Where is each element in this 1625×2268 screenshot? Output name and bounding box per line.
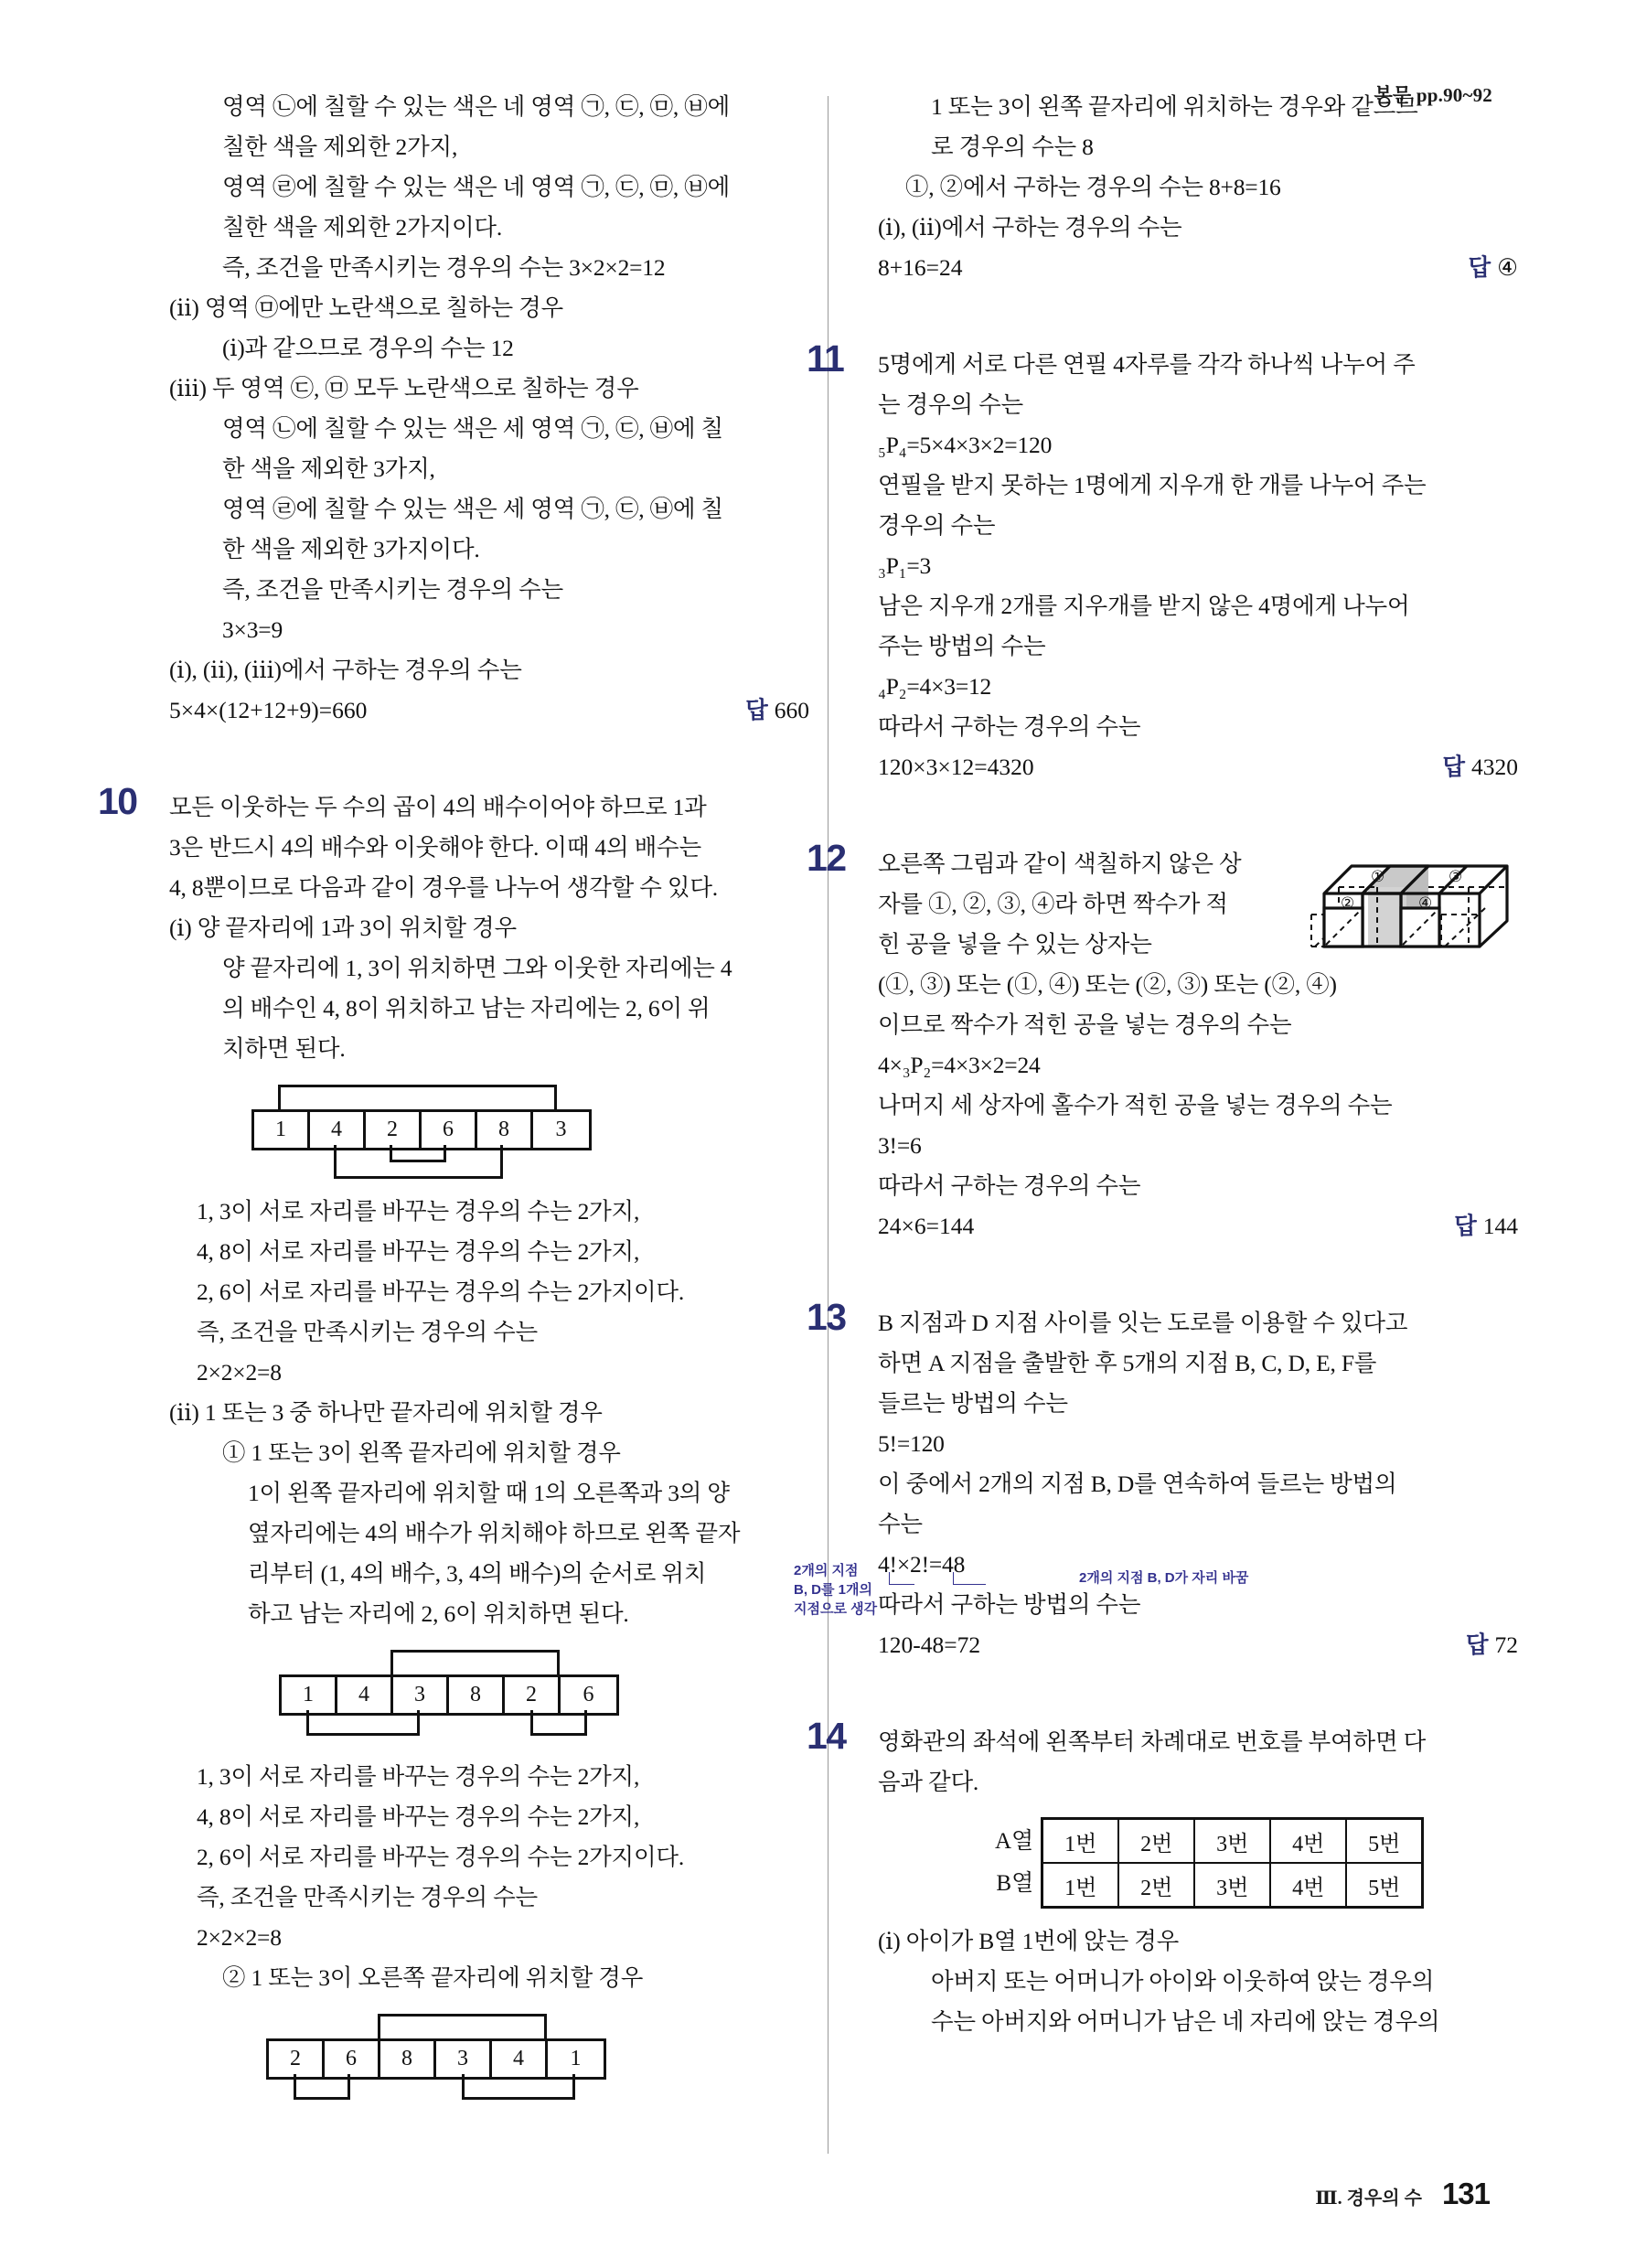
sequence-diagram-2 [169, 1642, 809, 1749]
sequence-cell: 1 [282, 1677, 337, 1713]
solution-line-text: 24×6=144 [878, 1213, 975, 1239]
leader-line-right [953, 1572, 986, 1585]
problem-number: 12 [807, 837, 846, 879]
solution-line: 오른쪽 그림과 같이 색칠하지 않은 상 [878, 850, 1242, 877]
table-row [1042, 1863, 1423, 1908]
solution-line: 1, 3이 서로 자리를 바꾸는 경우의 수는 2가지, [197, 1763, 640, 1790]
seat-cell: 4번 [1270, 1819, 1346, 1864]
solution-line: 5명에게 서로 다른 연필 4자루를 각각 하나씩 나누어 주 [878, 351, 1416, 378]
sequence-diagram-1 [169, 1076, 809, 1184]
bracket-bottom-2-6 [294, 2074, 350, 2100]
sequence-cell: 8 [380, 2041, 436, 2077]
footer-page-number: 131 [1441, 2177, 1490, 2210]
solution-line: 영역 ㉡에 칠할 수 있는 색은 네 영역 ㉠, ㉢, ㉤, ㉥에 [222, 93, 731, 120]
solution-line: 영역 ㉡에 칠할 수 있는 색은 세 영역 ㉠, ㉢, ㉥에 칠 [222, 415, 723, 442]
footer-chapter: Ⅲ. 경우의 수 [1315, 2188, 1422, 2209]
solution-line: 모든 이웃하는 두 수의 곱이 4의 배수이어야 하므로 1과 [169, 794, 707, 820]
box-grid-3d-figure [1289, 844, 1518, 957]
sequence-cell: 6 [583, 1683, 594, 1706]
solution-final-line [169, 690, 809, 731]
seat-row-labels [995, 1821, 1033, 1905]
sequence-cell: 6 [422, 1112, 477, 1148]
column-divider [828, 96, 829, 2154]
annotation-left: 2개의 지점 B, D를 1개의 지점으로 생각 [794, 1563, 878, 1617]
solution-line: 4×₃P₂=4×3×2=24 [878, 1052, 1041, 1078]
solution-line: 1이 왼쪽 끝자리에 위치할 때 1의 오른쪽과 3의 양 [248, 1480, 730, 1506]
solution-line: 즉, 조건을 만족시키는 경우의 수는 3×2×2=12 [222, 254, 666, 281]
seat-cell: 3번 [1194, 1819, 1270, 1864]
answer-value: 72 [1494, 1631, 1518, 1658]
solution-line: 1, 3이 서로 자리를 바꾸는 경우의 수는 2가지, [197, 1198, 640, 1225]
solution-line: 경우의 수는 [878, 512, 996, 539]
annotation-right: 2개의 지점 B, D가 자리 바꿈 [1079, 1570, 1249, 1586]
sequence-cell: 2 [366, 1112, 422, 1148]
solution-line-text: 5×4×(12+12+9)=660 [169, 697, 368, 723]
box-grid-3d-icon [1289, 844, 1518, 957]
seat-cell: 5번 [1346, 1863, 1423, 1908]
solution-line: 따라서 구하는 경우의 수는 [878, 713, 1141, 740]
solution-line: 칠한 색을 제외한 2가지이다. [222, 214, 503, 241]
solution-line: (ⅱ) 1 또는 3 중 하나만 끝자리에 위치할 경우 [169, 1399, 603, 1426]
right-column [794, 87, 1518, 2042]
solution-line: 아버지 또는 어머니가 아이와 이웃하여 앉는 경우의 [931, 1968, 1435, 1995]
seat-cell: 4번 [1270, 1863, 1346, 1908]
solution-line: 나머지 세 상자에 홀수가 적힌 공을 넣는 경우의 수는 [878, 1092, 1393, 1118]
problem-number: 13 [807, 1296, 846, 1338]
problem-number: 11 [807, 337, 844, 380]
sequence-cell: 8 [449, 1677, 505, 1713]
seat-table [1041, 1817, 1424, 1909]
sequence-cell: 1 [254, 1112, 310, 1148]
formula-line: 4!×2!=48 [878, 1551, 966, 1578]
table-row [1042, 1819, 1423, 1864]
sequence-cell: 8 [477, 1112, 533, 1148]
solution-line: (ⅰ), (ⅱ)에서 구하는 경우의 수는 [878, 214, 1182, 241]
solution-line: B 지점과 D 지점 사이를 잇는 도로를 이용할 수 있다고 [878, 1310, 1408, 1336]
answer-value: 660 [774, 697, 809, 723]
solution-line: 따라서 구하는 경우의 수는 [878, 1172, 1141, 1199]
solution-line: (ⅰ) 양 끝자리에 1과 3이 위치할 경우 [169, 915, 517, 941]
solution-line: 즉, 조건을 만족시키는 경우의 수는 [222, 576, 563, 603]
solution-line: (ⅲ) 두 영역 ㉢, ㉤ 모두 노란색으로 칠하는 경우 [169, 375, 639, 401]
solution-line: 주는 방법의 수는 [878, 633, 1046, 659]
seat-row-label-a: A열 [995, 1829, 1034, 1854]
solution-line: ① 1 또는 3이 왼쪽 끝자리에 위치할 경우 [222, 1439, 621, 1466]
solution-line: 양 끝자리에 1, 3이 위치하면 그와 이웃한 자리에는 4 [222, 955, 732, 981]
solution-line: (ⅱ) 영역 ㉤에만 노란색으로 칠하는 경우 [169, 294, 563, 321]
seat-table-figure [995, 1817, 1518, 1909]
answer-label: 답 [1468, 254, 1491, 281]
seat-cell: 1번 [1042, 1819, 1119, 1864]
box-label-4: ④ [1418, 894, 1433, 912]
solution-line: 음과 같다. [878, 1769, 979, 1795]
answer-value: 144 [1482, 1213, 1518, 1239]
problem-13 [794, 1296, 1518, 1665]
seat-row-label-b: B열 [996, 1871, 1034, 1896]
solution-line: 연필을 받지 못하는 1명에게 지우개 한 개를 나누어 주는 [878, 472, 1427, 498]
seat-cell: 3번 [1194, 1863, 1270, 1908]
solution-line: 즉, 조건을 만족시키는 경우의 수는 [197, 1884, 538, 1910]
sequence-cell: 1 [570, 2047, 582, 2070]
solution-line: 하면 A 지점을 출발한 후 5개의 지점 B, C, D, E, F를 [878, 1350, 1377, 1376]
solution-line: (ⅰ)과 같으므로 경우의 수는 12 [222, 335, 514, 361]
continued-solution-right [878, 87, 1518, 288]
solution-line: ₃P₁=3 [878, 552, 932, 579]
solution-line: 수는 아버지와 어머니가 남은 네 자리에 앉는 경우의 [931, 2008, 1440, 2035]
sequence-cell: 3 [555, 1118, 567, 1141]
solution-line: 5!=120 [878, 1430, 945, 1457]
answer-badge [745, 690, 809, 731]
solution-line: ② 1 또는 3이 오른쪽 끝자리에 위치할 경우 [222, 1964, 644, 1991]
problem-11 [807, 337, 1518, 787]
answer-badge [1442, 747, 1518, 787]
solution-line: 2, 6이 서로 자리를 바꾸는 경우의 수는 2가지이다. [197, 1844, 685, 1870]
answer-value: ④ [1497, 254, 1518, 281]
solution-line: 영화관의 좌석에 왼쪽부터 차례대로 번호를 부여하면 다 [878, 1728, 1427, 1755]
sequence-cell: 6 [325, 2041, 380, 2077]
box-label-2: ② [1341, 894, 1355, 912]
bracket-bottom-3-1 [462, 2074, 575, 2100]
problem-12 [807, 837, 1518, 1246]
seat-cell: 2번 [1118, 1863, 1194, 1908]
problem-number: 10 [98, 780, 137, 822]
running-head: 본문 pp.90~92 [1374, 84, 1492, 106]
problem-14 [807, 1715, 1518, 2042]
answer-value: 4320 [1471, 754, 1518, 780]
sequence-cell: 4 [492, 2041, 548, 2077]
solution-line-text: 120-48=72 [878, 1631, 981, 1658]
solution-line: 영역 ㉣에 칠할 수 있는 색은 세 영역 ㉠, ㉢, ㉥에 칠 [222, 496, 723, 522]
solution-line: 2×2×2=8 [197, 1359, 282, 1385]
answer-badge [1466, 1625, 1518, 1665]
answer-label: 답 [1454, 1213, 1477, 1239]
solution-line: 2×2×2=8 [197, 1924, 282, 1951]
bracket-bottom-4-8 [334, 1145, 503, 1179]
seat-cell: 2번 [1118, 1819, 1194, 1864]
solution-line: 즉, 조건을 만족시키는 경우의 수는 [197, 1319, 538, 1345]
sequence-cell: 4 [310, 1112, 366, 1148]
solution-line: 3은 반드시 4의 배수와 이웃해야 한다. 이때 4의 배수는 [169, 834, 701, 861]
answer-badge [1468, 248, 1518, 288]
solution-line: 한 색을 제외한 3가지, [222, 455, 435, 482]
bracket-top-1-3 [278, 1085, 557, 1109]
solution-line: ₅P₄=5×4×3×2=120 [878, 432, 1053, 458]
sequence-cell: 2 [269, 2041, 325, 2077]
box-label-3: ③ [1449, 868, 1463, 885]
solution-line: ₄P₂=4×3=12 [878, 673, 992, 700]
solution-line: (ⅰ), (ⅱ), (ⅲ)에서 구하는 경우의 수는 [169, 657, 522, 683]
bracket-top-4-8 [390, 1650, 560, 1674]
solution-line: 는 경우의 수는 [878, 391, 1023, 418]
solution-line: 3×3=9 [222, 616, 283, 643]
answer-label: 답 [1442, 754, 1465, 780]
seat-cell: 1번 [1042, 1863, 1119, 1908]
solution-final-line [878, 1625, 1518, 1665]
solution-line: 2, 6이 서로 자리를 바꾸는 경우의 수는 2가지이다. [197, 1278, 685, 1305]
solution-line-text: 120×3×12=4320 [878, 754, 1034, 780]
problem-number: 14 [807, 1715, 846, 1757]
solution-line: 리부터 (1, 4의 배수, 3, 4의 배수)의 순서로 위치 [248, 1560, 707, 1587]
bracket-bottom-1-3 [306, 1710, 420, 1736]
solution-line: 4, 8이 서로 자리를 바꾸는 경우의 수는 2가지, [197, 1803, 640, 1830]
page-footer [1315, 2177, 1490, 2211]
solution-line: ①, ②에서 구하는 경우의 수는 8+8=16 [905, 174, 1281, 200]
solution-line: 3!=6 [878, 1132, 922, 1159]
solution-line: 치하면 된다. [222, 1035, 346, 1062]
solution-line: 칠한 색을 제외한 2가지, [222, 134, 458, 160]
solution-line: 들르는 방법의 수는 [878, 1390, 1068, 1417]
bracket-bottom-2-6 [530, 1710, 587, 1736]
sequence-cell: 4 [337, 1677, 393, 1713]
solution-line-text: 8+16=24 [878, 254, 963, 281]
problem-10 [98, 780, 809, 2113]
sequence-cell: 2 [505, 1677, 561, 1713]
solution-final-line [878, 1206, 1518, 1246]
solution-line: 4, 8뿐이므로 다음과 같이 경우를 나누어 생각할 수 있다. [169, 874, 718, 901]
answer-label: 답 [1465, 1631, 1489, 1658]
solution-line: 자를 ①, ②, ③, ④라 하면 짝수가 적 [878, 891, 1228, 917]
bracket-top-8-4 [378, 2014, 547, 2038]
answer-badge [1454, 1206, 1518, 1246]
solution-line: 4, 8이 서로 자리를 바꾸는 경우의 수는 2가지, [197, 1238, 640, 1265]
seat-cell: 5번 [1346, 1819, 1423, 1864]
sequence-diagram-3 [169, 2006, 809, 2113]
solution-final-line [878, 248, 1518, 288]
solution-line: 한 색을 제외한 3가지이다. [222, 536, 480, 562]
solution-line: 의 배수인 4, 8이 위치하고 남는 자리에는 2, 6이 위 [222, 995, 711, 1022]
solution-line: 수는 [878, 1511, 923, 1537]
solution-line: (ⅰ) 아이가 B열 1번에 앉는 경우 [878, 1928, 1180, 1954]
left-column [98, 87, 809, 2121]
solution-final-line [878, 747, 1518, 787]
sequence-cell: 3 [393, 1677, 449, 1713]
solution-line: 하고 남는 자리에 2, 6이 위치하면 된다. [248, 1600, 629, 1627]
solution-line: 1 또는 3이 왼쪽 끝자리에 위치하는 경우와 같으므 [931, 93, 1418, 120]
solution-line: (①, ③) 또는 (①, ④) 또는 (②, ③) 또는 (②, ④) [878, 971, 1337, 998]
solution-line: 남은 지우개 2개를 지우개를 받지 않은 4명에게 나누어 [878, 593, 1410, 619]
solution-line: 힌 공을 넣을 수 있는 상자는 [878, 931, 1152, 957]
answer-label: 답 [745, 697, 768, 723]
sequence-cell: 3 [436, 2041, 492, 2077]
box-label-1: ① [1371, 868, 1385, 885]
solution-line: 따라서 구하는 방법의 수는 [878, 1591, 1141, 1618]
solution-line: 옆자리에는 4의 배수가 위치해야 하므로 왼쪽 끝자 [248, 1520, 741, 1546]
solution-line: 영역 ㉣에 칠할 수 있는 색은 네 영역 ㉠, ㉢, ㉤, ㉥에 [222, 174, 731, 200]
solution-line: 로 경우의 수는 8 [931, 134, 1094, 160]
solution-line: 이므로 짝수가 적힌 공을 넣는 경우의 수는 [878, 1011, 1292, 1038]
solution-line: 이 중에서 2개의 지점 B, D를 연속하여 들르는 방법의 [878, 1471, 1397, 1497]
continued-solution-left [169, 87, 809, 731]
